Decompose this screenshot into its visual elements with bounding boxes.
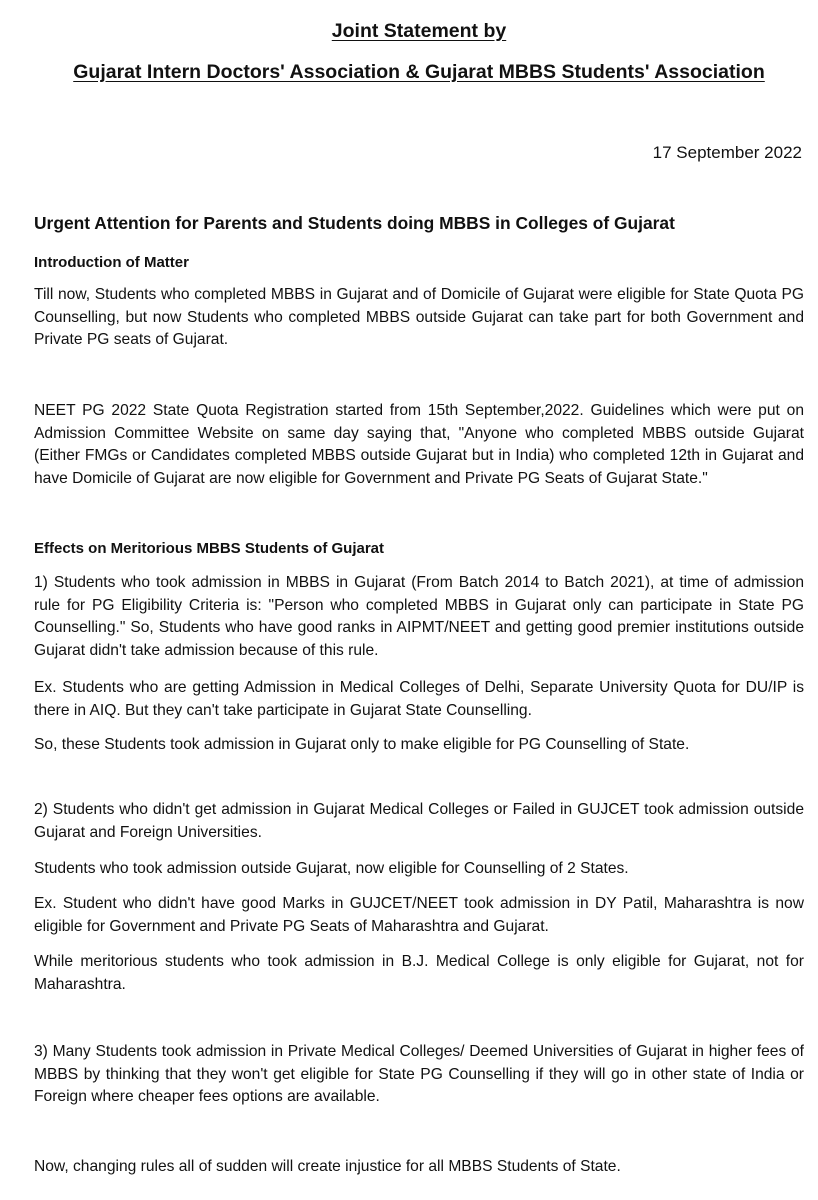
statement-date: 17 September 2022 bbox=[652, 143, 802, 162]
effects-paragraph-7: While meritorious students who took admission in B.J. Medical College is only eligible for Gujarat, not for Maharashtra. bbox=[34, 953, 804, 993]
effects-paragraph-5: Students who took admission outside Gujarat, now eligible for Counselling of 2 States. bbox=[34, 860, 629, 877]
effects-paragraph-9: Now, changing rules all of sudden will create injustice for all MBBS Students of State. bbox=[34, 1158, 621, 1175]
introduction-paragraph-1: Till now, Students who completed MBBS in Gujarat and of Domicile of Gujarat were eligible for State Quota PG Counselling, but now Students who completed MBBS outside Gujarat can take part for both Government and Private PG seats of Gujarat. bbox=[34, 286, 804, 348]
document-subtitle: Gujarat Intern Doctors' Association & Gujarat MBBS Students' Association bbox=[73, 61, 765, 83]
effects-heading: Effects on Meritorious MBBS Students of Gujarat bbox=[34, 540, 385, 557]
introduction-heading: Introduction of Matter bbox=[34, 254, 189, 271]
effects-paragraph-4: 2) Students who didn't get admission in Gujarat Medical Colleges or Failed in GUJCET took admission outside Gujarat and Foreign Universities. bbox=[34, 801, 804, 841]
introduction-paragraph-2: NEET PG 2022 State Quota Registration started from 15th September,2022. Guidelines which were put on Admission Committee Website on same day saying that, "Anyone who completed MBBS outside Gujarat (Either FMGs or Candidates completed MBBS outside Gujarat but in India) who completed 12th in Gujarat and have Domicile of Gujarat are now eligible for Government and Private PG Seats of Gujarat State." bbox=[34, 402, 804, 487]
effects-paragraph-1: 1) Students who took admission in MBBS in Gujarat (From Batch 2014 to Batch 2021), at time of admission rule for PG Eligibility Criteria is: "Person who completed MBBS in Gujarat only can participate in State PG Counselling." So, Students who have good ranks in AIPMT/NEET and getting good premier institutions outside Gujarat didn't take admission because of this rule. bbox=[34, 574, 804, 659]
effects-paragraph-2: Ex. Students who are getting Admission in Medical Colleges of Delhi, Separate University Quota for DU/IP is there in AIQ. But they can't take participate in Gujarat State Counselling. bbox=[34, 679, 804, 719]
effects-paragraph-6: Ex. Student who didn't have good Marks in GUJCET/NEET took admission in DY Patil, Maharashtra is now eligible for Government and Private PG Seats of Maharashtra and Gujarat. bbox=[34, 895, 804, 935]
main-heading: Urgent Attention for Parents and Students doing MBBS in Colleges of Gujarat bbox=[34, 213, 675, 233]
document-title: Joint Statement by bbox=[331, 20, 507, 42]
effects-paragraph-8: 3) Many Students took admission in Private Medical Colleges/ Deemed Universities of Gujarat in higher fees of MBBS by thinking that they won't get eligible for State PG Counselling if they will go in other state of India or Foreign where cheaper fees options are available. bbox=[34, 1043, 804, 1105]
effects-paragraph-3: So, these Students took admission in Gujarat only to make eligible for PG Counselling of State. bbox=[34, 736, 690, 753]
